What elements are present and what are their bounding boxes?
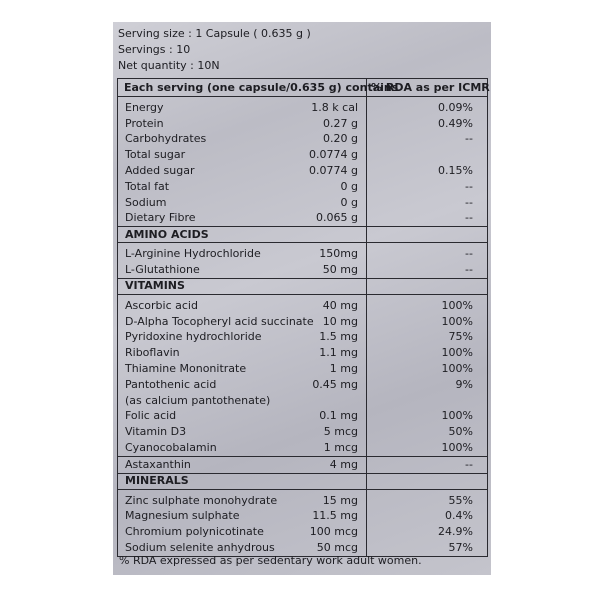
row-rda: 75%: [367, 330, 488, 346]
row-amount: 11.5 mg: [312, 509, 358, 523]
row-amount: [288, 393, 367, 409]
section-rda-cell: [367, 227, 488, 243]
row-amount: 0.0774 g: [309, 148, 358, 162]
row-rda: 55%: [367, 489, 488, 508]
table-row: [118, 509, 488, 525]
row-rda: 100%: [367, 294, 488, 313]
row-rda: 57%: [367, 540, 488, 556]
table-row: [118, 377, 488, 393]
row-rda: 100%: [367, 314, 488, 330]
row-rda: --: [367, 179, 488, 195]
table-row: [118, 330, 488, 346]
row-amount: 15 mg: [322, 493, 358, 507]
supplement-facts-label: [113, 22, 491, 575]
table-row: [118, 262, 488, 278]
row-name: Dietary Fibre: [125, 211, 196, 225]
row-rda: 0.15%: [367, 163, 488, 179]
servings: Servings : 10: [118, 43, 191, 56]
section-header-row: [118, 473, 488, 489]
section-rda-cell: [367, 278, 488, 294]
row-name: Total sugar: [125, 148, 186, 162]
table-body: [118, 97, 488, 557]
row-rda: 100%: [367, 345, 488, 361]
table-row: [118, 456, 488, 473]
row-rda: 0.4%: [367, 509, 488, 525]
nutrition-table: [117, 78, 488, 557]
row-name: Sodium selenite anhydrous: [125, 541, 275, 555]
table-row: [118, 211, 488, 227]
footnote: % RDA expressed as per sedentary work adult women.: [119, 554, 422, 567]
row-name: D-Alpha Tocopheryl acid succinate: [125, 314, 314, 328]
row-amount: 1.1 mg: [319, 346, 358, 360]
row-amount: 0.0774 g: [309, 164, 358, 178]
row-amount: 0 g: [340, 179, 358, 193]
row-amount: 4 mg: [288, 456, 367, 473]
row-amount: 40 mg: [322, 298, 358, 312]
row-name: Vitamin D3: [125, 425, 187, 439]
table-row: [118, 147, 488, 163]
section-title: AMINO ACIDS: [118, 227, 367, 243]
row-amount: 0.27 g: [323, 116, 358, 130]
row-amount: 0.1 mg: [319, 409, 358, 423]
row-amount: 0.065 g: [316, 211, 358, 225]
row-name: Cyanocobalamin: [125, 441, 217, 455]
row-rda: 0.09%: [367, 97, 488, 116]
table-row: [118, 440, 488, 456]
row-amount: 1.8 k cal: [311, 100, 358, 114]
row-name: Protein: [125, 116, 164, 130]
row-name: Pantothenic acid: [125, 377, 217, 391]
table-row: [118, 393, 488, 409]
serving-size: Serving size : 1 Capsule ( 0.635 g ): [118, 27, 311, 40]
table-row: [118, 489, 488, 508]
table-row: [118, 97, 488, 116]
row-amount: 0 g: [340, 195, 358, 209]
row-rda: 9%: [367, 377, 488, 393]
row-rda: 50%: [367, 424, 488, 440]
row-rda: --: [367, 456, 488, 473]
row-amount: 1 mg: [329, 362, 358, 376]
row-rda: [367, 147, 488, 163]
row-rda: 0.49%: [367, 116, 488, 132]
row-name: Carbohydrates: [125, 132, 207, 146]
row-amount: 5 mcg: [323, 425, 358, 439]
row-name: Energy: [125, 100, 164, 114]
table-row: [118, 195, 488, 211]
table-row: [118, 424, 488, 440]
row-name: L-Glutathione: [125, 263, 200, 277]
table-row: [118, 409, 488, 425]
row-rda: 24.9%: [367, 524, 488, 540]
row-name: Sodium: [125, 195, 167, 209]
table-row: [118, 294, 488, 313]
row-name: Pyridoxine hydrochloride: [125, 330, 262, 344]
row-rda: 100%: [367, 361, 488, 377]
table-row: [118, 163, 488, 179]
section-header-row: [118, 227, 488, 243]
section-title: MINERALS: [118, 473, 367, 489]
column-header-contents: Each serving (one capsule/0.635 g) contains: [118, 79, 367, 97]
row-rda: [367, 393, 488, 409]
row-amount: 50 mcg: [316, 541, 358, 555]
row-name: L-Arginine Hydrochloride: [125, 247, 261, 261]
row-name: Magnesium sulphate: [125, 509, 240, 523]
row-name: Riboflavin: [125, 346, 180, 360]
row-amount: 10 mg: [322, 314, 358, 328]
row-amount: 1 mcg: [323, 441, 358, 455]
column-header-rda: % RDA as per ICMR: [367, 79, 488, 97]
row-rda: --: [367, 211, 488, 227]
row-name: Total fat: [125, 179, 170, 193]
table-row: [118, 116, 488, 132]
row-name: Chromium polynicotinate: [125, 525, 264, 539]
row-amount: 150mg: [319, 247, 358, 261]
table-row: [118, 345, 488, 361]
table-row: [118, 179, 488, 195]
row-rda: 100%: [367, 409, 488, 425]
row-amount: 0.45 mg: [312, 377, 358, 391]
section-title: VITAMINS: [118, 278, 367, 294]
section-header-row: [118, 278, 488, 294]
row-name: Added sugar: [125, 164, 195, 178]
row-name: (as calcium pantothenate): [125, 393, 271, 407]
row-rda: --: [367, 262, 488, 278]
table-row: [118, 314, 488, 330]
row-rda: --: [367, 132, 488, 148]
row-rda: --: [367, 195, 488, 211]
row-rda: --: [367, 243, 488, 262]
net-quantity: Net quantity : 10N: [118, 59, 220, 72]
row-name: Astaxanthin: [118, 456, 288, 473]
row-amount: 0.20 g: [323, 132, 358, 146]
section-rda-cell: [367, 473, 488, 489]
row-amount: 1.5 mg: [319, 330, 358, 344]
row-name: Folic acid: [125, 409, 177, 423]
row-amount: 50 mg: [322, 263, 358, 277]
row-rda: 100%: [367, 440, 488, 456]
table-row: [118, 132, 488, 148]
table-row: [118, 524, 488, 540]
row-name: Thiamine Mononitrate: [125, 362, 247, 376]
row-name: Ascorbic acid: [125, 298, 198, 312]
row-name: Zinc sulphate monohydrate: [125, 493, 278, 507]
row-amount: 100 mcg: [309, 525, 358, 539]
table-row: [118, 361, 488, 377]
table-row: [118, 243, 488, 262]
table-header-row: [118, 79, 488, 97]
